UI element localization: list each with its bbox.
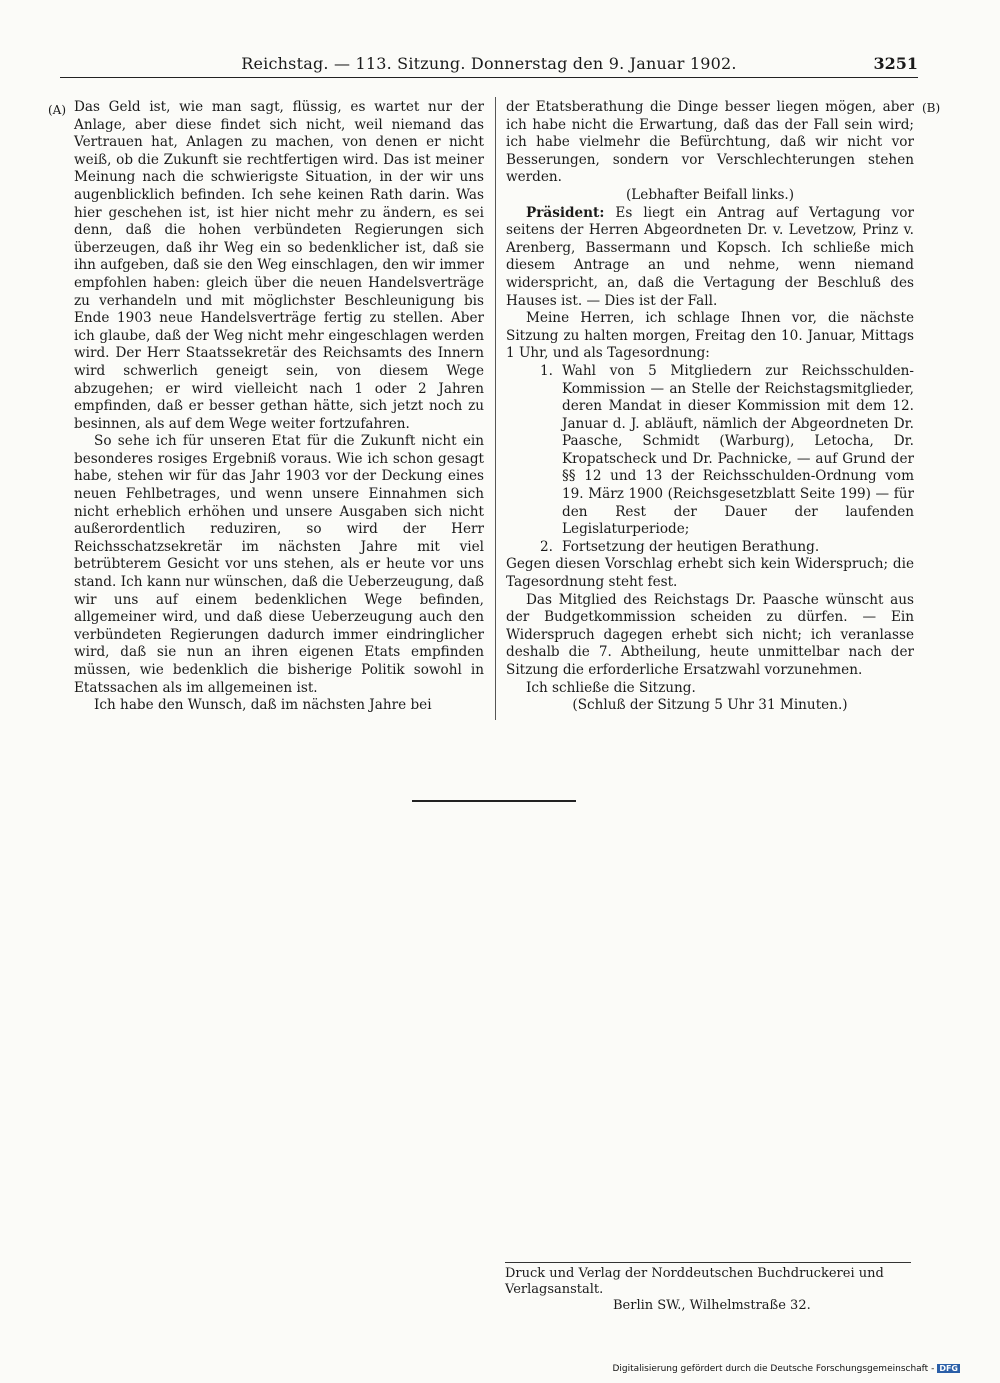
section-end-rule <box>412 800 576 802</box>
margin-mark-b: (B) <box>922 101 941 115</box>
president-statement <box>506 205 914 311</box>
paragraph: der Etatsberathung die Dinge besser liegen mögen, aber ich habe nicht die Erwartung, daß das der Fall sein wird; ich habe vielmehr die Befürchtung, daß wir nicht vor Besserungen, sondern vor Verschlechterungen stehen werden. <box>506 99 914 186</box>
margin-mark-a: (A) <box>48 103 67 117</box>
imprint-line: Druck und Verlag der Norddeutschen Buchdruckerei und Verlagsanstalt. <box>505 1266 884 1297</box>
applause-note: (Lebhafter Beifall links.) <box>625 186 795 203</box>
digitization-credit <box>612 1364 960 1374</box>
paragraph: Ich schließe die Sitzung. <box>526 679 696 696</box>
agenda-text: Fortsetzung der heutigen Berathung. <box>562 538 820 555</box>
paragraph: So sehe ich für unseren Etat für die Zukunft nicht ein besonderes rosiges Ergebniß voraus. Wie ich schon gesagt habe, stehen wir für das Jahr 1903 vor der Deckung eines neuen Fehlbetrages, und wenn unsere Einnahmen sich nicht erheblich erhöhen und unsere Ausgaben sich nicht außerordentlich reduziren, so wird der Herr Reichsschatzsekretär im nächsten Jahre mit viel betrübterem Gesicht vor uns stehen, als er heute vor uns stand. Ich kann nur wünschen, daß die Ueberzeugung, daß wir uns auf einem bedenklichen Wege befinden, allgemeiner wird, und daß diese Ueberzeugung auch den verbündeten Regierungen dadurch immer eindringlicher wird, daß sie nun an ihren eigenen Etats empfinden müssen, wie bedenklich die bisherige Politik sowohl in Etatssachen als im allgemeinen ist. <box>74 433 484 696</box>
speaker-text: Es liegt ein Antrag auf Vertagung vor seitens der Herren Abgeordneten Dr. v. Levetzow, Prinz v. Arenberg, Bassermann und Kopsch. Ich schließe mich diesem Antrage an und nehme, wenn niemand widerspricht, an, daß die Vertagung der Beschluß des Hauses ist. — Dies ist der Fall. <box>506 204 914 309</box>
page-header <box>60 54 918 78</box>
agenda-number: 1. <box>540 362 553 379</box>
printer-imprint <box>505 1266 925 1314</box>
running-title: Reichstag. — 113. Sitzung. Donnerstag den 9. Januar 1902. <box>241 54 737 73</box>
paragraph: Ich habe den Wunsch, daß im nächsten Jahre bei <box>94 697 432 714</box>
agenda-item <box>506 539 914 557</box>
credit-text: Digitalisierung gefördert durch die Deutsche Forschungsgemeinschaft - <box>612 1364 935 1374</box>
imprint-line: Berlin SW., Wilhelmstraße 32. <box>613 1298 811 1313</box>
paragraph: Das Mitglied des Reichstags Dr. Paasche wünscht aus der Budgetkommission scheiden zu dürfen. — Ein Widerspruch dagegen erhebt sich nicht; ich veranlasse deshalb die 7. Abtheilung, heute unmittelbar nach der Sitzung die erforderliche Ersatzwahl vorzunehmen. <box>506 591 914 678</box>
closing-note: (Schluß der Sitzung 5 Uhr 31 Minuten.) <box>572 697 848 714</box>
agenda-text: Wahl von 5 Mitgliedern zur Reichsschulden-Kommission — an Stelle der Reichstagsmitglieder, deren Mandat in dieser Kommission mit dem 12. Januar d. J. abläuft, nämlich der Abgeordneten Dr. Paasche, Schmidt (Warburg), Letocha, Dr. Kropatscheck und Dr. Pachnicke, — auf Grund der §§ 12 und 13 der Reichsschulden-Ordnung vom 19. März 1900 (Reichsgesetzblatt Seite 199) — für den Rest der Dauer der laufenden Legislaturperiode; <box>562 362 914 538</box>
column-divider <box>495 97 496 720</box>
dfg-logo-icon: DFG <box>939 1364 958 1373</box>
agenda-number: 2. <box>540 538 553 555</box>
header-rule <box>60 77 918 78</box>
speaker-label: Präsident: <box>526 204 605 221</box>
agenda-item <box>506 363 914 539</box>
left-column <box>74 99 484 715</box>
paragraph: Gegen diesen Vorschlag erhebt sich kein Widerspruch; die Tagesordnung steht fest. <box>506 556 914 591</box>
page-number: 3251 <box>873 54 918 73</box>
footer-rule <box>505 1262 911 1263</box>
paragraph: Das Geld ist, wie man sagt, flüssig, es wartet nur der Anlage, aber diese findet sich nicht, weil niemand das Vertrauen hat, Anlagen zu machen, von denen er nicht weiß, ob die Zukunft sie rechtfertigen wird. Das ist meiner Meinung nach die schwierigste Situation, in der wir uns augenblicklich befinden. Ich sehe keinen Rath darin. Was hier geschehen ist, ist hier nicht mehr zu ändern, es sei denn, daß die hohen verbündeten Regierungen sich überzeugen, daß ihr Weg ein so bedenklicher ist, daß sie ihn aufgeben, daß sie den Weg einschlagen, den wir immer empfohlen haben: gleich über die neuen Handelsverträge zu verhandeln und mit möglichster Beschleunigung bis Ende 1903 neue Handelsverträge fertig zu stellen. Aber ich glaube, daß der Weg nicht mehr eingeschlagen werden wird. Der Herr Staatssekretär des Reichsamts des Innern wird schwerlich geneigt sein, von diesem Wege abzugehen; er wird vielleicht nach 1 oder 2 Jahren empfinden, daß er besser gethan hätte, sich jetzt noch zu besinnen, als auf dem Wege weiter fortzufahren. <box>74 99 484 432</box>
paragraph: Meine Herren, ich schlage Ihnen vor, die nächste Sitzung zu halten morgen, Freitag den 10. Januar, Mittags 1 Uhr, und als Tagesordnung: <box>506 310 914 362</box>
right-column <box>506 99 914 715</box>
